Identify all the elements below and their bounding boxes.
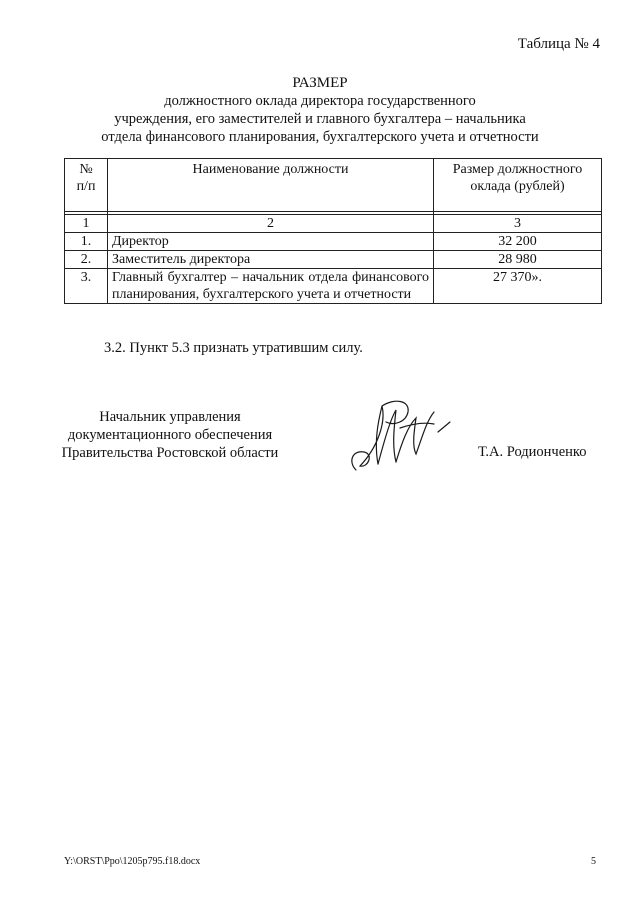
- header-name: Наименование должности: [108, 159, 434, 212]
- column-number: 2: [108, 215, 434, 233]
- signer-name: Т.А. Родионченко: [478, 444, 587, 460]
- document-title: РАЗМЕР: [292, 75, 348, 91]
- signer-position-line-3: Правительства Ростовской области: [61, 445, 279, 461]
- row-position: Главный бухгалтер – начальник отдела финансового планирования, бухгалтерского учета и отчетности: [108, 269, 434, 304]
- signer-position-line-2: документационного обеспечения: [67, 427, 273, 443]
- paragraph-3-2: 3.2. Пункт 5.3 признать утратившим силу.: [104, 340, 363, 356]
- title-line-1: должностного оклада директора государственного: [164, 93, 476, 109]
- row-num: 1.: [65, 233, 108, 251]
- table-row: [65, 269, 602, 304]
- table-row: [65, 233, 602, 251]
- row-num: 2.: [65, 251, 108, 269]
- row-position: Заместитель директора: [108, 251, 434, 269]
- row-num: 3.: [65, 269, 108, 304]
- row-position: Директор: [108, 233, 434, 251]
- table-row: [65, 251, 602, 269]
- table-header-row: [65, 159, 602, 212]
- page-number: 5: [591, 856, 596, 867]
- column-number: 3: [434, 215, 602, 233]
- title-line-2: учреждения, его заместителей и главного бухгалтера – начальника: [114, 111, 526, 127]
- signer-position-line-1: Начальник управления: [99, 409, 241, 425]
- header-num: № п/п: [65, 159, 108, 212]
- column-number-row: [65, 215, 602, 233]
- row-salary: 28 980: [434, 251, 602, 269]
- row-salary: 27 370».: [434, 269, 602, 304]
- row-salary: 32 200: [434, 233, 602, 251]
- title-line-3: отдела финансового планирования, бухгалтерского учета и отчетности: [101, 129, 539, 145]
- column-number: 1: [65, 215, 108, 233]
- handwritten-signature: [338, 392, 458, 482]
- header-salary: Размер должностного оклада (рублей): [434, 159, 602, 212]
- table-label: Таблица № 4: [517, 36, 600, 52]
- salary-table: [64, 158, 602, 304]
- footer-file-path: Y:\ORST\Ppo\1205p795.f18.docx: [64, 856, 201, 867]
